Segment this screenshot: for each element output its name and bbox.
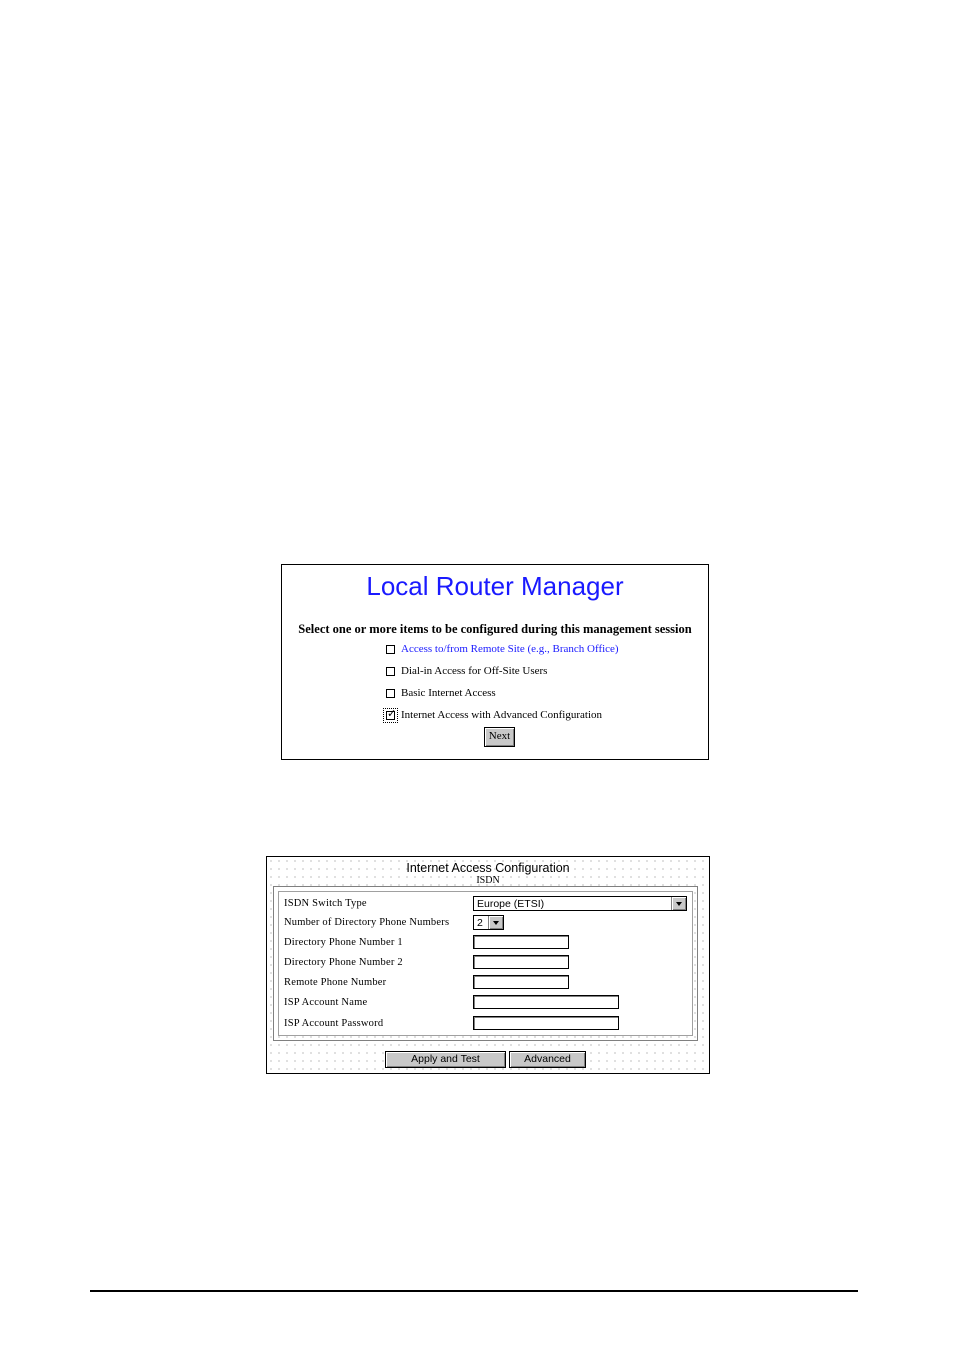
- apply-and-test-button[interactable]: Apply and Test: [385, 1051, 506, 1068]
- config-title: Internet Access Configuration: [406, 861, 570, 875]
- next-button[interactable]: Next: [484, 727, 515, 747]
- basic-internet-label: Basic Internet Access: [401, 687, 496, 699]
- switch-type-value: Europe (ETSI): [477, 897, 545, 910]
- remote-number-input[interactable]: [473, 975, 569, 989]
- dial-in-checkbox[interactable]: [386, 667, 395, 676]
- internet-access-config-panel: [266, 856, 710, 1074]
- dir-number-2-input[interactable]: [473, 955, 569, 969]
- option-remote-site[interactable]: [386, 641, 619, 657]
- isp-account-name-label: ISP Account Name: [284, 997, 368, 1008]
- instruction-text: Select one or more items to be configured during this management session: [298, 622, 692, 636]
- isdn-section-legend: ISDN: [476, 875, 500, 886]
- local-router-manager-panel: [281, 564, 709, 760]
- page-title: Local Router Manager: [366, 571, 624, 601]
- remote-number-label: Remote Phone Number: [284, 977, 387, 988]
- dir-number-1-label: Directory Phone Number 1: [284, 937, 403, 948]
- num-dir-numbers-label: Number of Directory Phone Numbers: [284, 917, 450, 928]
- footer-divider: [90, 1290, 858, 1292]
- advanced-internet-label: Internet Access with Advanced Configuration: [401, 709, 603, 721]
- chevron-down-icon[interactable]: [671, 897, 686, 910]
- num-dir-numbers-select[interactable]: [473, 915, 504, 930]
- remote-site-label[interactable]: Access to/from Remote Site (e.g., Branch Office): [401, 643, 619, 655]
- advanced-internet-checkbox[interactable]: [386, 711, 395, 720]
- option-basic-internet[interactable]: [386, 685, 496, 701]
- isp-account-password-label: ISP Account Password: [284, 1018, 384, 1029]
- switch-type-label: ISDN Switch Type: [284, 898, 367, 909]
- advanced-button[interactable]: Advanced: [509, 1051, 586, 1068]
- option-advanced-internet[interactable]: [386, 707, 602, 723]
- isdn-fieldset-inner: [278, 891, 693, 1036]
- isp-account-name-input[interactable]: [473, 995, 619, 1009]
- dir-number-1-input[interactable]: [473, 935, 569, 949]
- isdn-fieldset: [273, 886, 698, 1041]
- isp-account-password-input[interactable]: [473, 1016, 619, 1030]
- chevron-down-icon[interactable]: [488, 916, 503, 929]
- option-dial-in-access[interactable]: [386, 663, 547, 679]
- basic-internet-checkbox[interactable]: [386, 689, 395, 698]
- dir-number-2-label: Directory Phone Number 2: [284, 957, 403, 968]
- dial-in-label: Dial-in Access for Off-Site Users: [401, 665, 548, 677]
- switch-type-select[interactable]: [473, 896, 687, 911]
- num-dir-numbers-value: 2: [477, 916, 483, 929]
- remote-site-checkbox[interactable]: [386, 645, 395, 654]
